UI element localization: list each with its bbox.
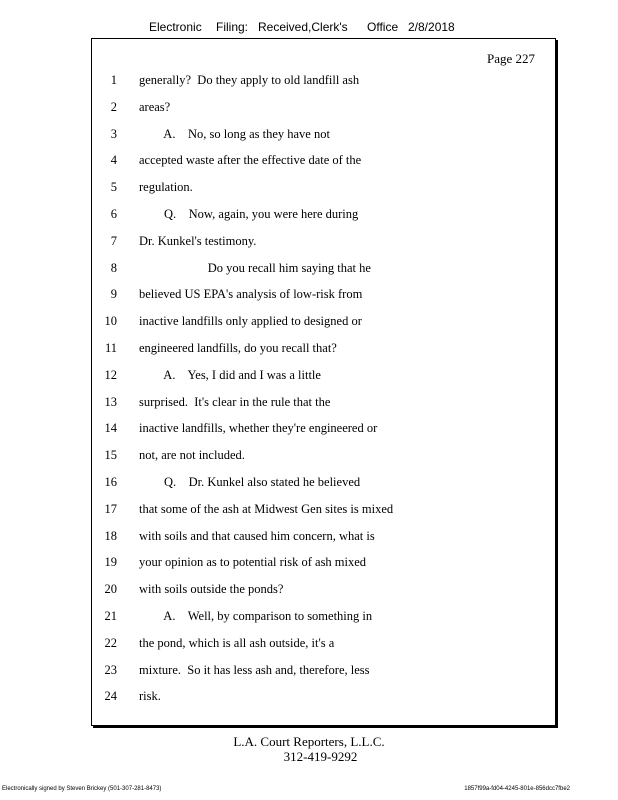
header-word-electronic: Electronic: [149, 20, 202, 34]
line-text: surprised. It's clear in the rule that the: [139, 394, 331, 409]
line-number: 8: [110, 260, 117, 275]
line-number: 11: [104, 341, 117, 355]
transcript-line: [92, 582, 555, 602]
line-text: Q. Dr. Kunkel also stated he believed: [139, 475, 361, 489]
line-text: areas?: [139, 99, 171, 114]
line-number: 4: [110, 153, 117, 168]
transcript-line: [92, 207, 555, 227]
transcript-line: [92, 100, 555, 120]
transcript-line: [92, 73, 555, 93]
line-text: generally? Do they apply to old landfill ash: [139, 73, 360, 87]
transcript-line: [92, 234, 555, 254]
line-number: 9: [110, 287, 117, 302]
line-number: 20: [104, 582, 117, 597]
transcript-line: [92, 448, 555, 468]
header-word-filing: Filing:: [216, 20, 249, 34]
line-number: 17: [104, 501, 117, 516]
line-text: engineered landfills, do you recall that?: [139, 341, 337, 355]
electronic-signature: Electronically signed by Steven Brickey (501-307-281-8473): [2, 786, 162, 792]
line-text: regulation.: [139, 180, 193, 195]
line-number: 12: [104, 367, 117, 382]
line-text: risk.: [139, 689, 161, 704]
line-number: 16: [104, 475, 117, 489]
transcript-line: [92, 689, 555, 709]
transcript-line: [92, 636, 555, 656]
transcript-line: [92, 153, 555, 173]
line-number: 21: [104, 609, 117, 623]
reporter-company: L.A. Court Reporters, L.L.C.: [233, 734, 385, 749]
line-text: mixture. So it has less ash and, therefore, less: [139, 662, 370, 677]
page-number: Page 227: [486, 51, 535, 66]
header-word-office: Office: [367, 20, 399, 34]
filing-header: [0, 20, 618, 38]
line-number: 6: [110, 207, 117, 221]
line-text: with soils outside the ponds?: [139, 582, 284, 597]
transcript-line: [92, 127, 555, 147]
transcript-line: [92, 475, 555, 495]
line-number: 3: [110, 126, 117, 141]
transcript-line: [92, 287, 555, 307]
transcript-line: [92, 609, 555, 629]
reporter-phone: 312-419-9292: [283, 749, 358, 764]
line-number: 7: [110, 233, 117, 248]
line-text: the pond, which is all ash outside, it's a: [139, 635, 335, 650]
line-number: 24: [104, 689, 117, 704]
line-text: A. Well, by comparison to something in: [139, 609, 373, 623]
transcript-line: [92, 395, 555, 415]
line-text: with soils and that caused him concern, what is: [139, 528, 375, 543]
transcript-page: [91, 38, 556, 726]
header-word-received: Received,Clerk's: [258, 20, 348, 34]
line-number: 19: [104, 555, 117, 570]
line-text: A. No, so long as they have not: [139, 126, 330, 141]
line-text: Dr. Kunkel's testimony.: [139, 233, 257, 248]
transcript-line: [92, 663, 555, 683]
transcript-line: [92, 555, 555, 575]
transcript-line: [92, 502, 555, 522]
line-number: 13: [104, 394, 117, 409]
line-text: inactive landfills, whether they're engineered or: [139, 421, 378, 436]
line-text: Do you recall him saying that he: [139, 260, 371, 275]
line-number: 14: [104, 421, 117, 436]
transcript-line: [92, 368, 555, 388]
transcript-line: [92, 421, 555, 441]
line-number: 18: [104, 528, 117, 543]
reporter-footer: [0, 734, 618, 764]
line-text: your opinion as to potential risk of ash mixed: [139, 555, 367, 570]
line-number: 5: [110, 180, 117, 195]
line-text: accepted waste after the effective date of the: [139, 153, 362, 168]
line-number: 22: [104, 635, 117, 650]
line-number: 2: [110, 99, 117, 114]
line-number: 23: [104, 662, 117, 677]
transcript-line: [92, 341, 555, 361]
line-text: inactive landfills only applied to designed or: [139, 314, 362, 329]
line-text: believed US EPA's analysis of low-risk from: [139, 287, 363, 302]
transcript-line: [92, 314, 555, 334]
line-text: Q. Now, again, you were here during: [139, 207, 359, 221]
line-number: 15: [104, 448, 117, 463]
line-number: 10: [104, 314, 117, 329]
line-number: 1: [110, 73, 117, 87]
transcript-line: [92, 529, 555, 549]
transcript-line: [92, 180, 555, 200]
line-text: that some of the ash at Midwest Gen sites is mixed: [139, 501, 394, 516]
line-text: not, are not included.: [139, 448, 245, 463]
transcript-line: [92, 261, 555, 281]
header-date: 2/8/2018: [408, 20, 455, 34]
line-text: A. Yes, I did and I was a little: [139, 367, 321, 382]
document-hash: 1857f99a-fd04-4245-801e-856dcc7fbe2: [464, 786, 570, 792]
